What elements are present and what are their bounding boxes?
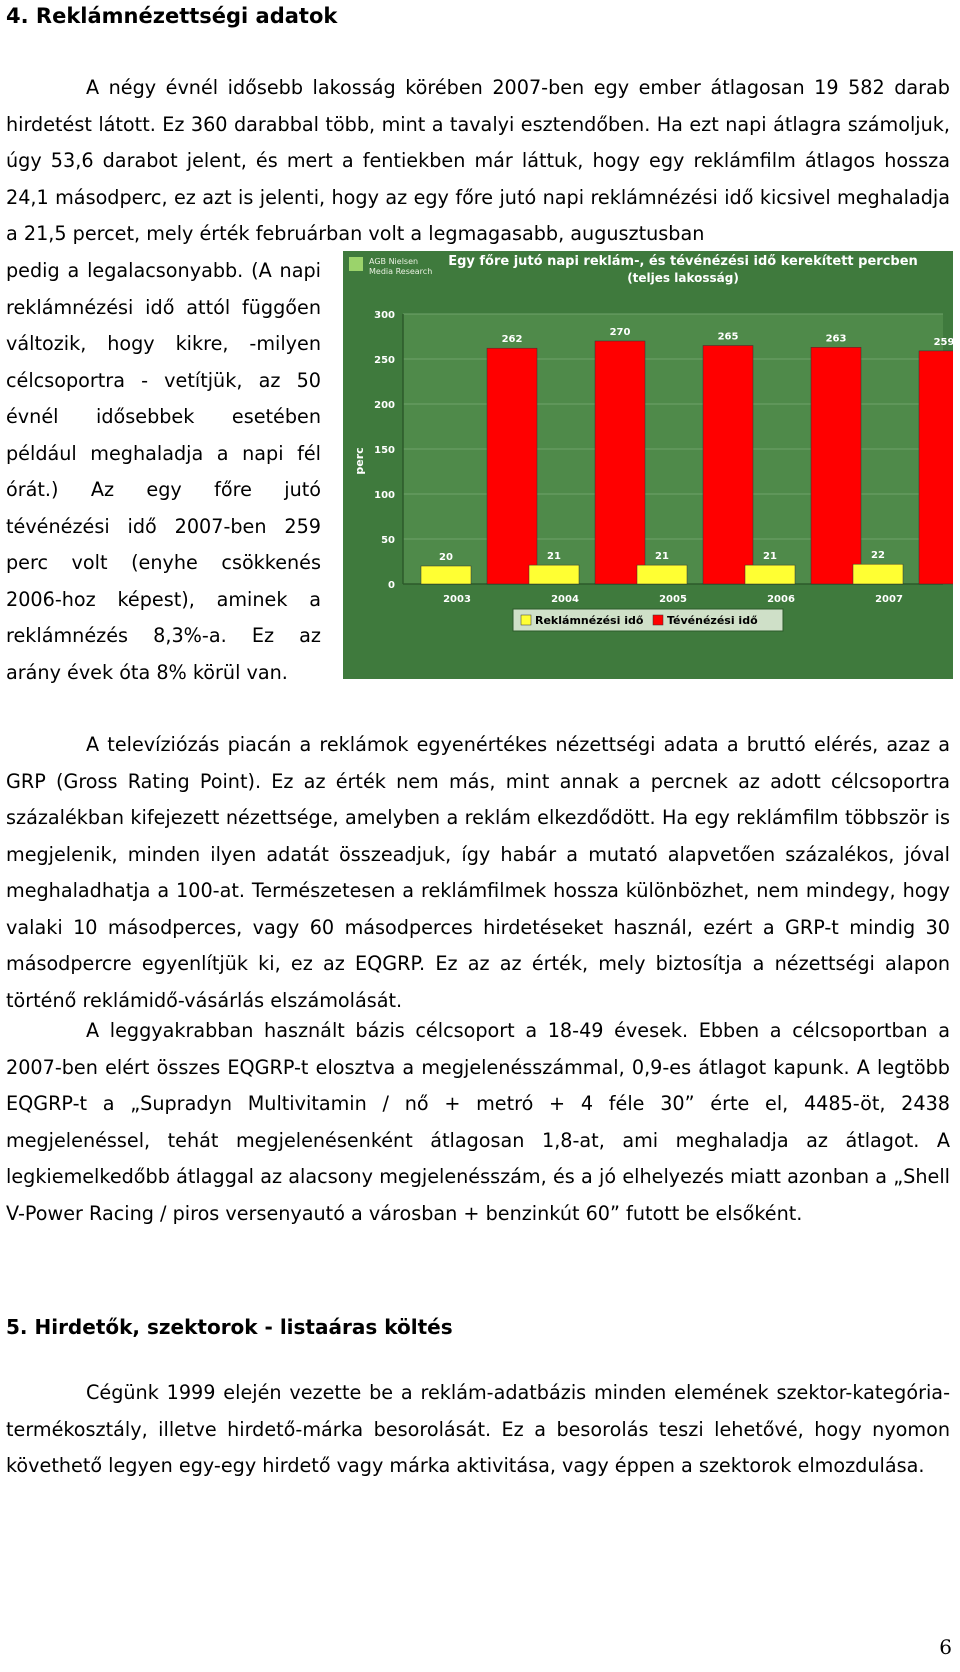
x-tick-label: 2003 [443,594,471,605]
legend-label: Tévénézési idő [667,614,758,627]
x-tick-label: 2006 [767,594,795,605]
section-4-paragraph-3: A leggyakrabban használt bázis célcsoport a 18-49 évesek. Ebben a célcsoportban a 2007-ben elért összes EQGRP-t elosztva a megjelenésszámmal, 0,9-es átlagot kapunk. A legtöbb EQGRP-t a „Supradyn Multivitamin / nő + metró + 4 féle 30” érte el, 4485-öt, 2438 megjelenéssel, tehát megjelenésenként átlagosan 1,8-at, ami meghaladja az átlagot. A legkiemelkedőbb átlaggal az alacsony megjelenésszám, és a jó elhelyezés miatt azonban a „Shell V-Power Racing / piros versenyautó a városban + benzinkút 60” futott be elsőként. [6,1019,950,1225]
bar [595,341,645,584]
paragraph-1-wrapped-text: pedig a legalacsonyabb. (A napi reklámnézési idő attól függően változik, hogy kikre, -milyen célcsoportra - vetítjük, az 50 évnél idősebbek esetében például meghaladja a napi fél órát.) Az egy főre jutó tévénézési idő 2007-ben 259 perc volt (enyhe csökkenés 2006-hoz képest), aminek a reklámnézés 8,3%-a. Ez az arány évek óta 8% körül van. [6,259,321,684]
y-tick-label: 200 [374,400,395,411]
bar [529,565,579,584]
x-tick-label: 2004 [551,594,579,605]
bar [703,346,753,585]
y-tick-label: 100 [374,490,395,501]
chart-legend [513,609,783,631]
bar [487,348,537,584]
paragraph-1-flow-text: A négy évnél idősebb lakosság körében 2007-ben egy ember átlagosan 19 582 darab hirdetést látott. Ez 360 darabbal több, mint a tavalyi esztendőben. Ha ezt napi átlagra számoljuk, úgy 53,6 darabot jelent, és mert a fentiekben már láttuk, hogy egy reklámfilm átlagos hossza 24,1 másodperc, ez azt is jelenti, hogy az egy főre jutó napi reklámnézési idő kicsivel meghaladja a 21,5 percet, mely érték februárban volt a legmagasabb, augusztusban [6,76,950,245]
y-tick-label: 250 [374,355,395,366]
section-4-paragraph-2: A televíziózás piacán a reklámok egyenértékes nézettségi adata a bruttó elérés, azaz a GRP (Gross Rating Point). Ez az érték nem más, mint annak a percnek az adott célcsoportra százalékban kifejezett nézettsége, amelyben a reklám elkezdődött. Ha egy reklámfilm többször is megjelenik, minden ilyen adatát összeadjuk, így habár a mutató alapvetően százalékos, jóval meghaladhatja a 100-at. Természetesen a reklámfilmek hossza különbözhet, nem mindegy, hogy valaki 10 másodperces, vagy 60 másodperces hirdetéseket használ, ezért a GRP-t mindig 30 másodpercre egyenlítjük ki, ez az EQGRP. Ez az az érték, mely biztosítja a nézettségi alapon történő reklámidő-vásárlás elszámolását. [6,733,950,1012]
data-label: 263 [825,333,847,345]
plot-area [374,310,953,605]
x-tick-label: 2005 [659,594,687,605]
chart-title: Egy főre jutó napi reklám-, és tévénézési idő kerekített percben [448,254,918,269]
data-label: 262 [501,334,523,346]
logo-text-1: AGB Nielsen [369,257,419,266]
x-tick-label: 2007 [875,594,903,605]
chart-subtitle: (teljes lakosság) [627,271,739,285]
y-tick-label: 50 [381,535,395,546]
data-label: 22 [871,550,885,562]
data-label: 20 [439,552,453,563]
data-label: 21 [763,551,777,563]
bar [853,564,903,584]
section-4-heading: 4. Reklámnézettségi adatok [6,4,338,28]
section-5-heading: 5. Hirdetők, szektorok - listaáras költés [6,1315,453,1339]
logo-mark-icon [349,257,363,271]
y-tick-label: 0 [388,580,395,591]
bar [421,566,471,584]
data-label: 21 [655,551,669,563]
section-5-paragraph-1: Cégünk 1999 elején vezette be a reklám-adatbázis minden elemének szektor-kategória-termékosztály, illetve hirdető-márka besorolását. Ez a besorolás teszi lehetővé, hogy nyomon követhető legyen egy-egy hirdető vagy márka aktivitása, vagy éppen a szektorok elmozdulása. [6,1381,950,1477]
chart-svg [343,251,953,679]
data-label: 265 [717,331,739,343]
viewing-time-chart [343,251,953,679]
y-axis-label: perc [353,447,366,475]
bar [811,347,861,584]
data-label: 270 [609,327,631,338]
bar [919,351,953,584]
page-number: 6 [939,1635,952,1659]
data-label: 259 [933,336,953,348]
bar [745,565,795,584]
y-tick-label: 300 [374,310,395,321]
bar [637,565,687,584]
logo-text-2: Media Research [369,267,433,276]
legend-swatch [653,615,663,625]
legend-swatch [521,615,531,625]
data-label: 21 [547,551,561,563]
y-tick-label: 150 [374,445,395,456]
legend-label: Reklámnézési idő [535,614,644,627]
